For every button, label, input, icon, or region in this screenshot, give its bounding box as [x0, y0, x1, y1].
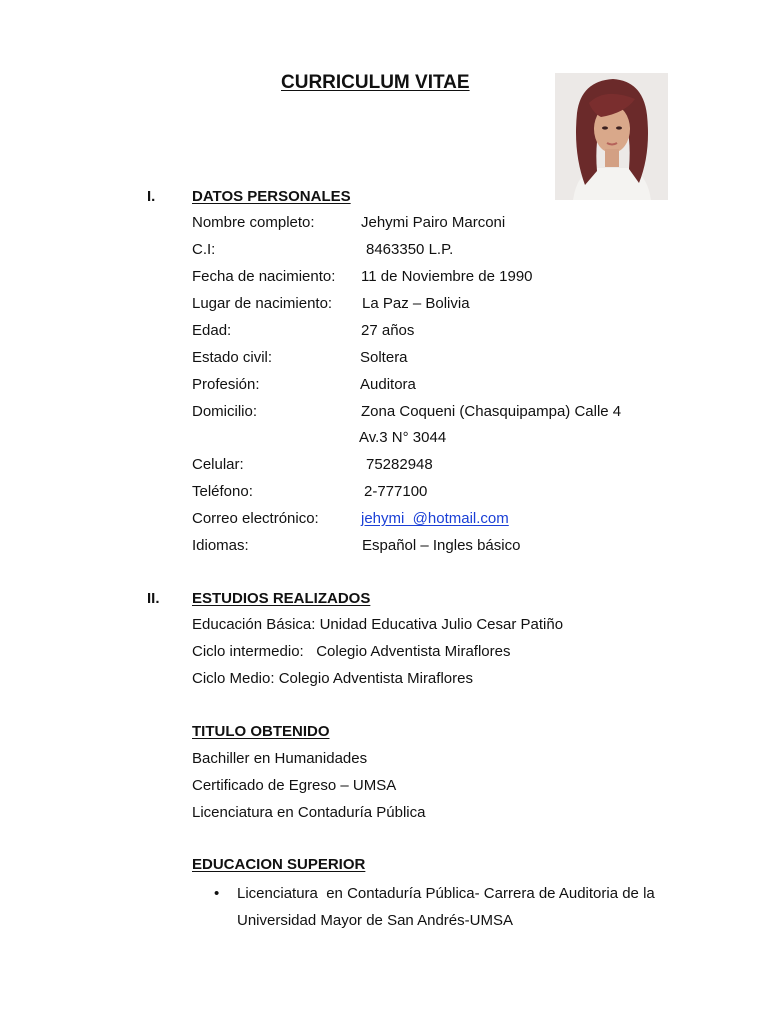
label-domicilio: Domicilio: [192, 403, 258, 420]
value-fecha-nacimiento: 11 de Noviembre de 1990 [361, 268, 533, 285]
label-nombre: Nombre completo: [192, 214, 315, 231]
estudios-line-intermedio: Ciclo intermedio: Colegio Adventista Miraflores [192, 643, 511, 660]
titulo-line-bachiller: Bachiller en Humanidades [192, 750, 368, 767]
label-edad: Edad: [192, 322, 232, 339]
section-heading-titulo-obtenido: TITULO OBTENIDO [192, 723, 330, 740]
document-title: CURRICULUM VITAE [281, 72, 470, 93]
value-telefono: 2-777100 [364, 483, 428, 500]
estudios-line-basica: Educación Básica: Unidad Educativa Julio Cesar Patiño [192, 616, 564, 633]
educacion-superior-item-line2: Universidad Mayor de San Andrés-UMSA [237, 912, 513, 929]
profile-photo [555, 73, 668, 200]
value-domicilio: Zona Coqueni (Chasquipampa) Calle 4 [361, 403, 622, 420]
label-idiomas: Idiomas: [192, 537, 249, 554]
label-correo: Correo electrónico: [192, 510, 319, 527]
label-celular: Celular: [192, 456, 244, 473]
label-ci: C.I: [192, 241, 216, 258]
value-estado-civil: Soltera [360, 349, 408, 366]
profile-photo-image [555, 73, 668, 200]
bullet-icon: • [214, 885, 220, 902]
label-estado-civil: Estado civil: [192, 349, 273, 366]
section-number-2: II. [147, 590, 160, 607]
titulo-line-egreso: Certificado de Egreso – UMSA [192, 777, 397, 794]
educacion-superior-item-line1: Licenciatura en Contaduría Pública- Carrera de Auditoria de la [237, 885, 655, 902]
value-edad: 27 años [361, 322, 415, 339]
section-number-1: I. [147, 188, 156, 205]
label-profesion: Profesión: [192, 376, 260, 393]
label-telefono: Teléfono: [192, 483, 253, 500]
section-heading-datos-personales: DATOS PERSONALES [192, 188, 351, 205]
value-profesion: Auditora [360, 376, 416, 393]
value-nombre: Jehymi Pairo Marconi [361, 214, 506, 231]
titulo-line-licenciatura: Licenciatura en Contaduría Pública [192, 804, 426, 821]
value-lugar-nacimiento: La Paz – Bolivia [362, 295, 470, 312]
estudios-line-medio: Ciclo Medio: Colegio Adventista Miraflores [192, 670, 473, 687]
value-celular: 75282948 [366, 456, 433, 473]
email-link[interactable]: jehymi_@hotmail.com [361, 510, 509, 527]
section-heading-educacion-superior: EDUCACION SUPERIOR [192, 856, 366, 873]
label-fecha-nacimiento: Fecha de nacimiento: [192, 268, 336, 285]
value-idiomas: Español – Ingles básico [362, 537, 521, 554]
label-lugar-nacimiento: Lugar de nacimiento: [192, 295, 333, 312]
value-domicilio-line2: Av.3 N° 3044 [359, 429, 447, 446]
value-ci: 8463350 L.P. [366, 241, 454, 258]
section-heading-estudios-realizados: ESTUDIOS REALIZADOS [192, 590, 371, 607]
